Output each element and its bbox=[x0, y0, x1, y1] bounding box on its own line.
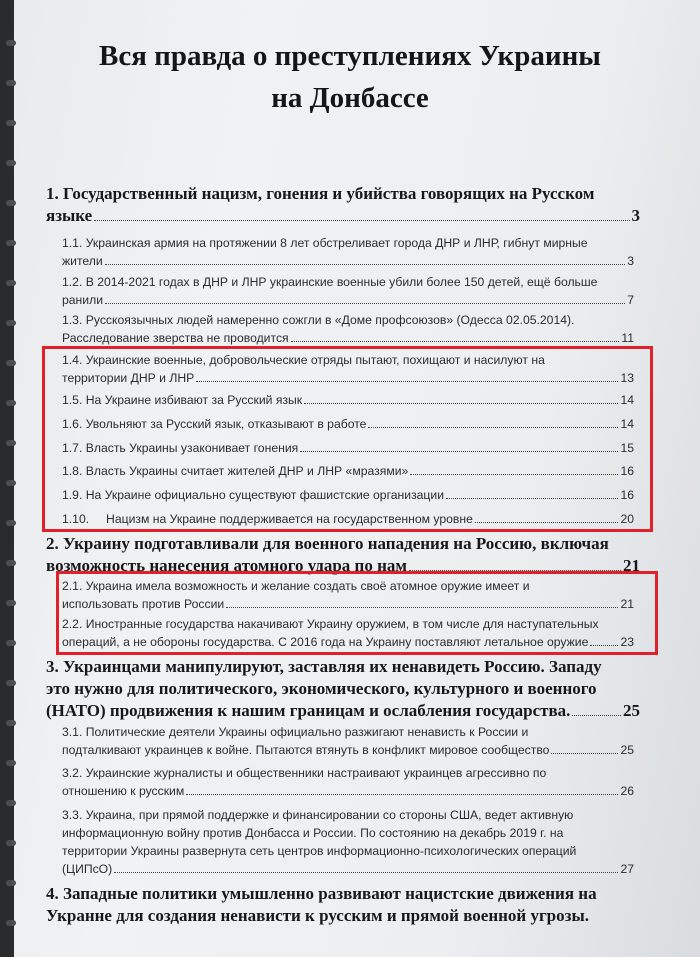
toc-section-1-heading[interactable]: 1. Государственный нацизм, гонения и убийства говорящих на Русском языке 3 bbox=[46, 184, 640, 225]
toc-item-1-1[interactable]: 1.1. Украинская армия на протяжении 8 лет обстреливает города ДНР и ЛНР, гибнут мирные жители 3 bbox=[62, 236, 634, 268]
toc-item-3-1[interactable]: 3.1. Политические деятели Украины официально разжигают ненависть к России и подталкивают украинцев к войне. Пытаются втянуть в конфликт мировое сообщество 25 bbox=[62, 725, 634, 757]
toc-item-2-2[interactable]: 2.2. Иностранные государства накачивают Украину оружием, в том числе для наступательных операций, а не обороны государства. С 2016 года на Украину поставляют летальное оружие 23 bbox=[62, 617, 634, 649]
toc-item-1-10[interactable]: 1.10. Нацизм на Украине поддерживается на государственном уровне 20 bbox=[62, 512, 634, 526]
toc-item-1-4[interactable]: 1.4. Украинские военные, добровольческие отряды пытают, похищают и насилуют на территории ДНР и ЛНР 13 bbox=[62, 353, 634, 385]
toc-section-4-heading[interactable]: 4. Западные политики умышленно развивают нацистские движения на Укранне для создания ненависти к русским и прямой военной угрозы. bbox=[46, 884, 597, 925]
toc-item-1-9[interactable]: 1.9. На Украине официально существуют фашистские организации 16 bbox=[62, 488, 634, 502]
page-number: 25 bbox=[620, 743, 634, 757]
page-number: 14 bbox=[620, 393, 634, 407]
page-number: 13 bbox=[620, 371, 634, 385]
toc-item-2-1[interactable]: 2.1. Украина имела возможность и желание создать своё атомное оружие имеет и использовать против России 21 bbox=[62, 579, 634, 611]
page-number: 27 bbox=[620, 862, 634, 876]
page-number: 11 bbox=[621, 331, 634, 345]
toc-item-1-2[interactable]: 1.2. В 2014-2021 годах в ДНР и ЛНР украинские военные убили более 150 детей, ещё больше ранили 7 bbox=[62, 275, 634, 307]
page-number: 26 bbox=[620, 784, 634, 798]
page-number: 16 bbox=[620, 488, 634, 502]
page-number: 3 bbox=[627, 254, 634, 268]
page-number: 3 bbox=[631, 206, 640, 225]
spiral-binding bbox=[0, 0, 14, 957]
page-number: 23 bbox=[620, 635, 634, 649]
toc-item-1-7[interactable]: 1.7. Власть Украины узаконивает гонения 15 bbox=[62, 441, 634, 455]
page-number: 20 bbox=[620, 512, 634, 526]
toc-item-3-3[interactable]: 3.3. Украина, при прямой поддержке и финансировании со стороны США, ведет активную информационную войну против Донбасса и России. По состоянию на декабрь 2019 г. на территории Украины развернута сеть центров информационно-психологических операций (ЦИПсО) 27 bbox=[62, 808, 634, 876]
page-number: 16 bbox=[620, 464, 634, 478]
page-number: 21 bbox=[623, 556, 640, 575]
document-title-line-2: на Донбассе bbox=[271, 82, 429, 114]
toc-item-1-5[interactable]: 1.5. На Украине избивают за Русский язык 14 bbox=[62, 393, 634, 407]
document-title-line-1: Вся правда о преступлениях Украины bbox=[99, 40, 601, 72]
toc-item-1-3[interactable]: 1.3. Русскоязычных людей намеренно сожгли в «Доме профсоюзов» (Одесса 02.05.2014). Расследование зверства не проводится 11 bbox=[62, 313, 634, 345]
toc-item-1-8[interactable]: 1.8. Власть Украины считает жителей ДНР и ЛНР «мразями» 16 bbox=[62, 464, 634, 478]
page-number: 7 bbox=[627, 293, 634, 307]
toc-section-2-heading[interactable]: 2. Украину подготавливали для военного нападения на Россию, включая возможность нанесения атомного удара по нам 21 bbox=[46, 534, 640, 575]
page-number: 25 bbox=[623, 701, 640, 720]
page-number: 21 bbox=[620, 597, 634, 611]
page-number: 14 bbox=[620, 417, 634, 431]
toc-item-3-2[interactable]: 3.2. Украинские журналисты и общественники настраивают украинцев агрессивно по отношению к русским 26 bbox=[62, 766, 634, 798]
toc-item-1-6[interactable]: 1.6. Увольняют за Русский язык, отказывают в работе 14 bbox=[62, 417, 634, 431]
page-number: 15 bbox=[620, 441, 634, 455]
toc-section-3-heading[interactable]: 3. Украинцами манипулируют, заставляя их ненавидеть Россию. Западу это нужно для политического, экономического, культурного и военного (НАТО) продвижения к нашим границам и ослабления государства. 25 bbox=[46, 657, 640, 720]
